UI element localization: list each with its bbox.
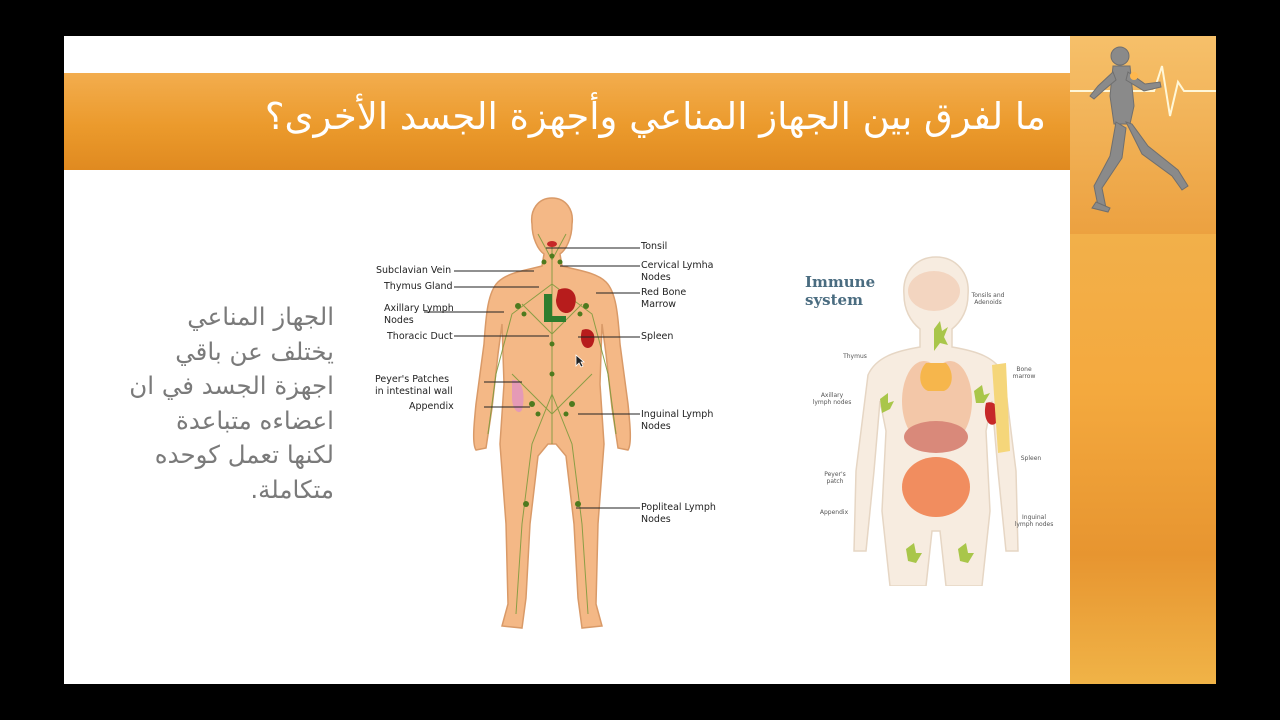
body-line-1: الجهاز المناعي bbox=[187, 302, 334, 331]
label-tonsil: Tonsil bbox=[641, 241, 668, 252]
label-peyers-patches: Peyer's Patches bbox=[375, 374, 450, 385]
label-thymus-gland: Thymus Gland bbox=[384, 281, 453, 292]
body-line-4: اعضاءه متباعدة bbox=[176, 405, 334, 435]
label-peyers: Peyer's bbox=[824, 471, 846, 478]
label-popliteal-lymph: Popliteal Lymph bbox=[641, 502, 716, 513]
label-tonsils-and: Tonsils and bbox=[971, 292, 1005, 299]
label-patch: patch bbox=[826, 478, 844, 485]
slide-title: ما لفرق بين الجهاز المناعي وأجهزة الجسد الأخرى؟ bbox=[264, 95, 1046, 138]
runner-figure-icon bbox=[1070, 36, 1216, 234]
label-appendix-right: Appendix bbox=[819, 509, 849, 516]
label-inguinal-lymph-nodes: lymph nodes bbox=[1014, 521, 1054, 528]
label-spleen: Spleen bbox=[641, 331, 674, 342]
label-appendix: Appendix bbox=[409, 401, 454, 412]
body-text bbox=[64, 300, 334, 507]
label-spleen-right: Spleen bbox=[1020, 455, 1042, 462]
label-axillary-lymph-nodes: lymph nodes bbox=[812, 399, 852, 406]
label-thymus: Thymus bbox=[843, 353, 867, 360]
label-inguinal-nodes: Nodes bbox=[641, 421, 671, 432]
heartbeat-line-icon bbox=[1070, 66, 1216, 116]
label-axillary-nodes: Nodes bbox=[384, 315, 414, 326]
label-inguinal: Inguinal bbox=[1022, 514, 1046, 521]
body-line-2: يختلف عن باقي bbox=[175, 336, 334, 366]
label-popliteal-nodes: Nodes bbox=[641, 514, 671, 525]
label-red-bone: Red Bone bbox=[641, 287, 687, 298]
label-adenoids: Adenoids bbox=[974, 299, 1002, 306]
immune-system-title: Immune system bbox=[805, 273, 876, 309]
label-cervical-nodes: Nodes bbox=[641, 272, 671, 283]
presentation-slide bbox=[64, 36, 1216, 684]
label-bone-marrow: marrow bbox=[1012, 373, 1036, 380]
label-thoracic-duct: Thoracic Duct bbox=[387, 331, 453, 342]
body-line-3: اجهزة الجسد في ان bbox=[129, 371, 334, 400]
runner-illustration bbox=[1070, 36, 1216, 234]
right-decor-panel bbox=[1070, 36, 1216, 684]
label-bone: Bone bbox=[1016, 366, 1032, 373]
label-cervical-lymha: Cervical Lymha bbox=[641, 260, 714, 271]
label-axillary: Axillary bbox=[820, 392, 844, 399]
label-axillary-lymph: Axillary Lymph bbox=[384, 303, 454, 314]
label-inguinal-lymph: Inguinal Lymph bbox=[641, 409, 714, 420]
label-marrow: Marrow bbox=[641, 299, 677, 310]
label-intestinal-wall: in intestinal wall bbox=[375, 386, 453, 397]
body-line-5: لكنها تعمل كوحده bbox=[154, 440, 334, 469]
title-bar bbox=[64, 73, 1070, 170]
label-subclavian-vein: Subclavian Vein bbox=[376, 265, 452, 276]
body-line-6: متكاملة. bbox=[250, 474, 334, 504]
